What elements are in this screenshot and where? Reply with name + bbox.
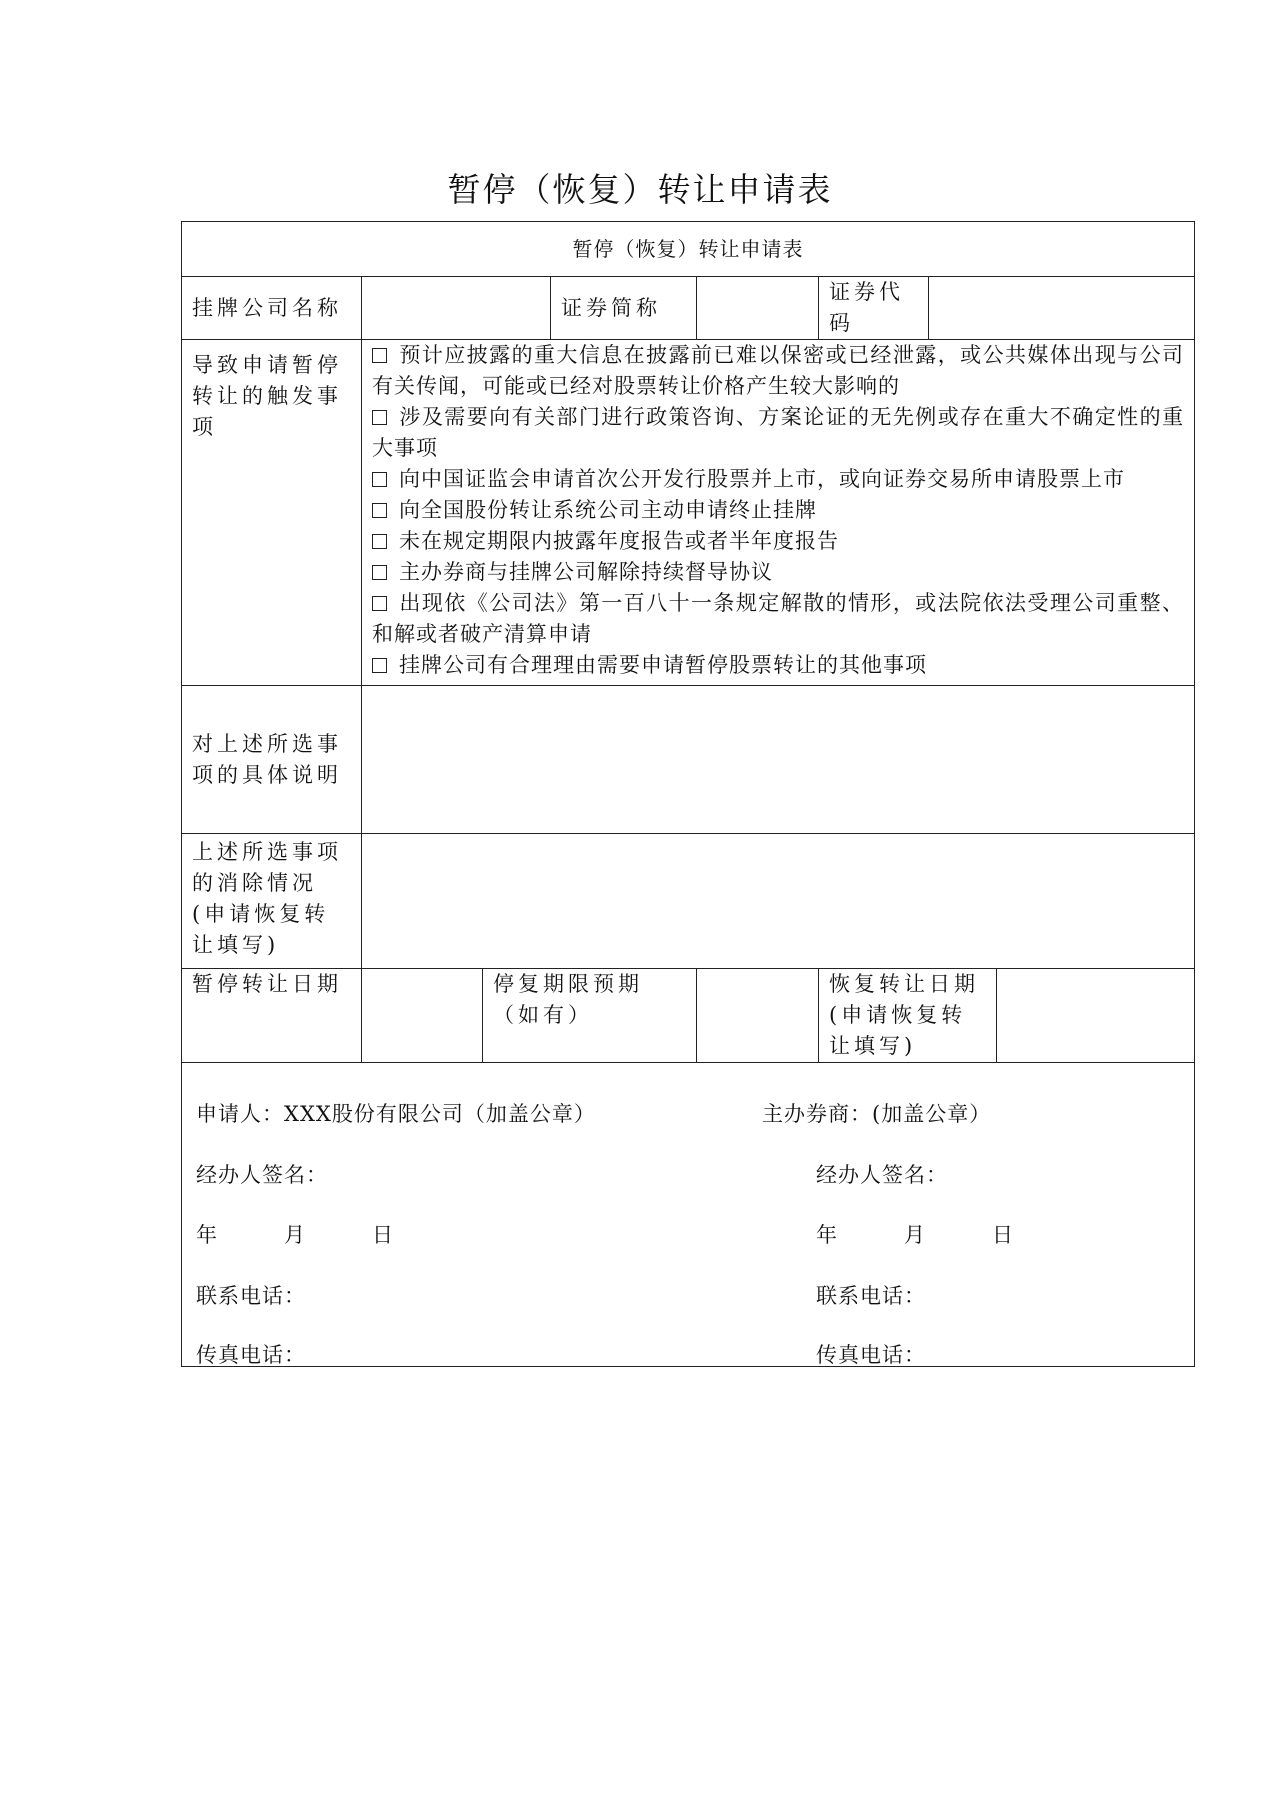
checkbox-icon[interactable] xyxy=(372,472,387,487)
applicant-label: 申请人：XXX股份有限公司（加盖公章） xyxy=(196,1102,596,1126)
suspend-date-label: 暂停转让日期 xyxy=(182,969,362,1063)
short-name-label: 证券简称 xyxy=(551,277,697,340)
resume-expect-field[interactable] xyxy=(697,969,819,1063)
short-name-field[interactable] xyxy=(697,277,819,340)
date-left: 年 月 日 xyxy=(196,1223,394,1247)
explain-label: 对上述所选事项的具体说明 xyxy=(182,686,362,834)
suspend-date-field[interactable] xyxy=(362,969,483,1063)
resume-date-field[interactable] xyxy=(997,969,1195,1063)
checkbox-icon[interactable] xyxy=(372,565,387,580)
handler-signature-right: 经办人签名： xyxy=(816,1163,948,1187)
broker-label: 主办券商：(加盖公章） xyxy=(762,1102,992,1126)
phone-left: 联系电话： xyxy=(196,1284,306,1308)
code-field[interactable] xyxy=(929,277,1195,340)
removal-field[interactable] xyxy=(362,834,1195,969)
fax-left: 传真电话： xyxy=(196,1343,306,1367)
page-title: 暂停（恢复）转让申请表 xyxy=(447,170,833,209)
date-right: 年 月 日 xyxy=(816,1223,1014,1247)
company-name-field[interactable] xyxy=(362,277,551,340)
trigger-option[interactable]: 向中国证监会申请首次公开发行股票并上市，或向证券交易所申请股票上市 xyxy=(372,464,1184,495)
trigger-option[interactable]: 预计应披露的重大信息在披露前已难以保密或已经泄露，或公共媒体出现与公司有关传闻，可能或已经对股票转让价格产生较大影响的 xyxy=(372,343,1184,398)
table-header: 暂停（恢复）转让申请表 xyxy=(182,222,1195,277)
checkbox-icon[interactable] xyxy=(372,534,387,549)
signature-section xyxy=(182,1063,1195,1367)
trigger-option[interactable]: 挂牌公司有合理理由需要申请暂停股票转让的其他事项 xyxy=(372,650,1184,681)
checkbox-icon[interactable] xyxy=(372,503,387,518)
fax-right: 传真电话： xyxy=(816,1343,926,1367)
phone-right: 联系电话： xyxy=(816,1284,926,1308)
application-form-table xyxy=(181,221,1195,1367)
removal-label: 上述所选事项的消除情况(申请恢复转让填写) xyxy=(182,834,362,969)
trigger-label: 导致申请暂停转让的触发事项 xyxy=(182,340,362,686)
checkbox-icon[interactable] xyxy=(372,410,387,425)
checkbox-icon[interactable] xyxy=(372,658,387,673)
company-name-label: 挂牌公司名称 xyxy=(182,277,362,340)
resume-date-label: 恢复转让日期(申请恢复转让填写) xyxy=(819,969,997,1063)
trigger-option[interactable]: 出现依《公司法》第一百八十一条规定解散的情形，或法院依法受理公司重整、和解或者破产清算申请 xyxy=(372,591,1184,646)
trigger-option[interactable]: 涉及需要向有关部门进行政策咨询、方案论证的无先例或存在重大不确定性的重大事项 xyxy=(372,405,1184,460)
checkbox-icon[interactable] xyxy=(372,596,387,611)
handler-signature-left: 经办人签名： xyxy=(196,1163,328,1187)
explain-field[interactable] xyxy=(362,686,1195,834)
resume-expect-label: 停复期限预期（如有） xyxy=(483,969,697,1063)
checkbox-icon[interactable] xyxy=(372,348,387,363)
trigger-option[interactable]: 未在规定期限内披露年度报告或者半年度报告 xyxy=(372,526,1184,557)
trigger-option[interactable]: 向全国股份转让系统公司主动申请终止挂牌 xyxy=(372,495,1184,526)
trigger-options xyxy=(362,340,1195,686)
trigger-option[interactable]: 主办券商与挂牌公司解除持续督导协议 xyxy=(372,557,1184,588)
code-label: 证券代码 xyxy=(819,277,929,340)
